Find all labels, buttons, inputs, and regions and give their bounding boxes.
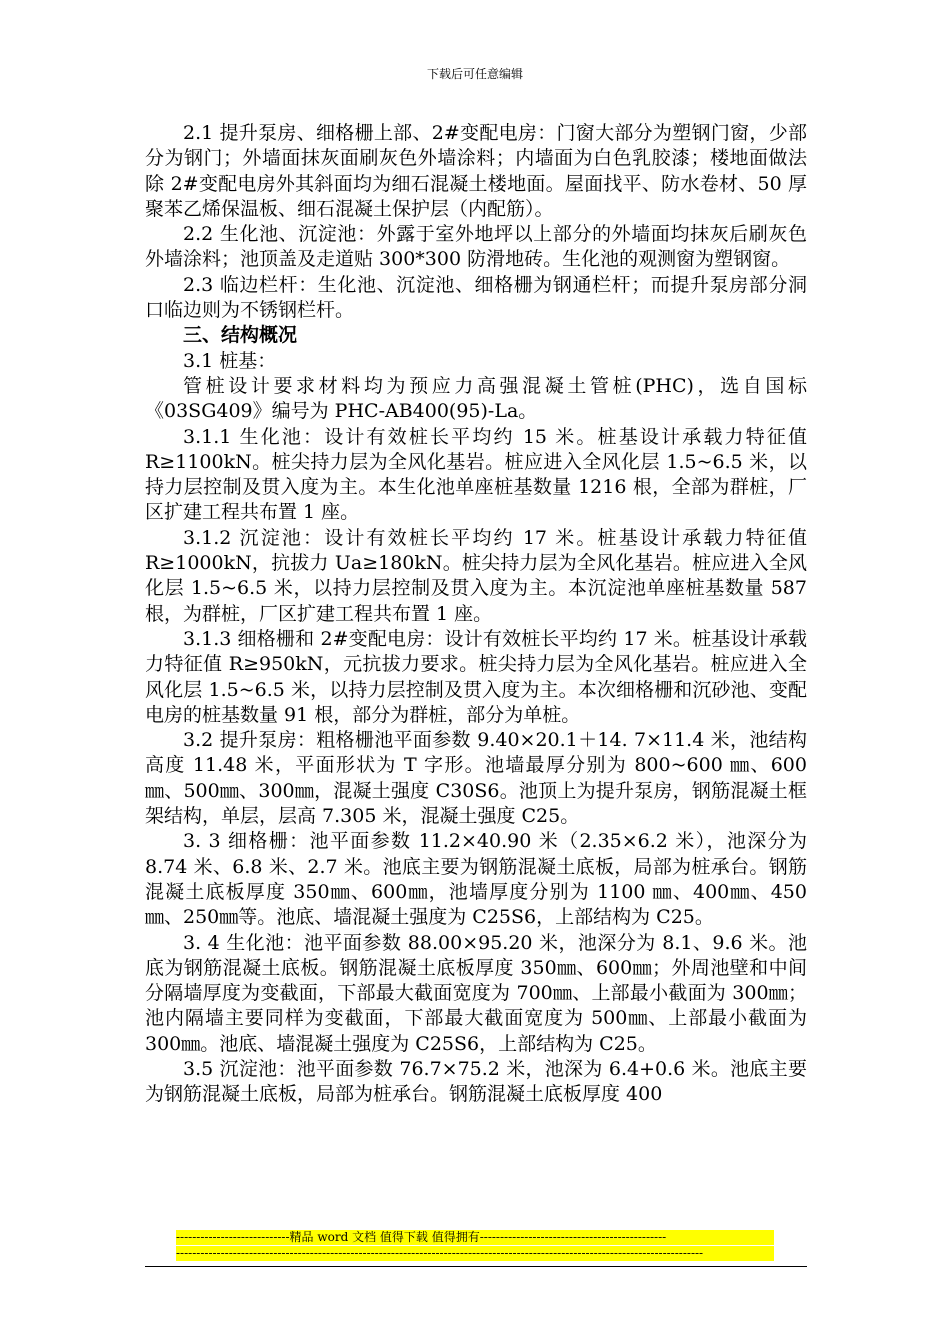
- paragraph-3-4: 3. 4 生化池：池平面参数 88.00×95.20 米，池深分为 8.1、9.6 米。池底为钢筋混凝土底板。钢筋混凝土底板厚度 350㎜、600㎜；外周池壁和中间分隔墙厚度为变截面，下部最大截面宽度为 700㎜、上部最小截面为 300㎜；池内隔墙主要同样为变截面，下部最大截面宽度为 500㎜、上部最小截面为 300㎜。池底、墙混凝土强度为 C25S6，上部结构为 C25。: [145, 931, 807, 1055]
- paragraph-3-1: 3.1 桩基：: [183, 349, 277, 372]
- footer-dash-line: ----------------------------------------------------------------------------------------------------------------------------------: [176, 1246, 774, 1261]
- section-heading-structure: 三、结构概况: [183, 324, 298, 347]
- document-body: [145, 121, 807, 1108]
- paragraph-3-2: 3.2 提升泵房：粗格栅池平面参数 9.40×20.1＋14. 7×11.4 米，池结构高度 11.48 米，平面形状为 T 字形。池墙最厚分别为 800~600 ㎜、600㎜、500㎜、300㎜，混凝土强度 C30S6。池顶上为提升泵房，钢筋混凝土框架结构，单层，层高 7.305 米，混凝土强度 C25。: [145, 729, 807, 828]
- paragraph-3-1-3: 3.1.3 细格栅和 2#变配电房：设计有效桩长平均约 17 米。桩基设计承载力特征值 R≥950kN，元抗拔力要求。桩尖持力层为全风化基岩。桩应进入全风化层 1.5~6.5 米，以持力层控制及贯入度为主。本次细格栅和沉砂池、变配电房的桩基数量 91 根，部分为群桩，部分为单桩。: [145, 627, 807, 726]
- page-header: 下载后可任意编辑: [426, 67, 523, 81]
- paragraph-pile-spec: 管桩设计要求材料均为预应力高强混凝土管桩(PHC)，选自国标《03SG409》编号为 PHC-AB400(95)-La。: [145, 374, 807, 423]
- paragraph-3-1-2: 3.1.2 沉淀池：设计有效桩长平均约 17 米。桩基设计承载力特征值 R≥1000kN，抗拔力 Ua≥180kN。桩尖持力层为全风化基岩。桩应进入全风化层 1.5~6.5 米，以持力层控制及贯入度为主。本沉淀池单座桩基数量 587 根，为群桩，厂区扩建工程共布置 1 座。: [145, 526, 807, 625]
- paragraph-2-2: 2.2 生化池、沉淀池：外露于室外地坪以上部分的外墙面均抹灰后刷灰色外墙涂料；池顶盖及走道贴 300*300 防滑地砖。生化池的观测窗为塑钢窗。: [145, 223, 807, 271]
- paragraph-3-1-1: 3.1.1 生化池：设计有效桩长平均约 15 米。桩基设计承载力特征值 R≥1100kN。桩尖持力层为全风化基岩。桩应进入全风化层 1.5~6.5 米，以持力层控制及贯入度为主。本生化池单座桩基数量 1216 根，全部为群桩，厂区扩建工程共布置 1 座。: [145, 425, 807, 524]
- paragraph-2-3: 2.3 临边栏杆：生化池、沉淀池、细格栅为钢通栏杆；而提升泵房部分洞口临边则为不锈钢栏杆。: [145, 273, 807, 322]
- footer-banner: ----------------------------精品 word 文档 值得下载 值得拥有----------------------------------------------: [176, 1230, 774, 1245]
- footer-rule: [145, 1266, 807, 1267]
- paragraph-3-5: 3.5 沉淀池：池平面参数 76.7×75.2 米，池深为 6.4+0.6 米。池底主要为钢筋混凝土底板，局部为桩承台。钢筋混凝土底板厚度 400: [145, 1057, 807, 1106]
- paragraph-2-1: 2.1 提升泵房、细格栅上部、2#变配电房：门窗大部分为塑钢门窗，少部分为钢门；外墙面抹灰面刷灰色外墙涂料；内墙面为白色乳胶漆；楼地面做法除 2#变配电房外其斜面均为细石混凝土楼地面。屋面找平、防水卷材、50 厚聚苯乙烯保温板、细石混凝土保护层（内配筋）。: [145, 122, 807, 220]
- paragraph-3-3: 3. 3 细格栅：池平面参数 11.2×40.90 米（2.35×6.2 米），池深分为 8.74 米、6.8 米、2.7 米。池底主要为钢筋混凝土底板，局部为桩承台。钢筋混凝土底板厚度 350㎜、600㎜，池墙厚度分别为 1100 ㎜、400㎜、450㎜、250㎜等。池底、墙混凝土强度为 C25S6，上部结构为 C25。: [145, 830, 807, 929]
